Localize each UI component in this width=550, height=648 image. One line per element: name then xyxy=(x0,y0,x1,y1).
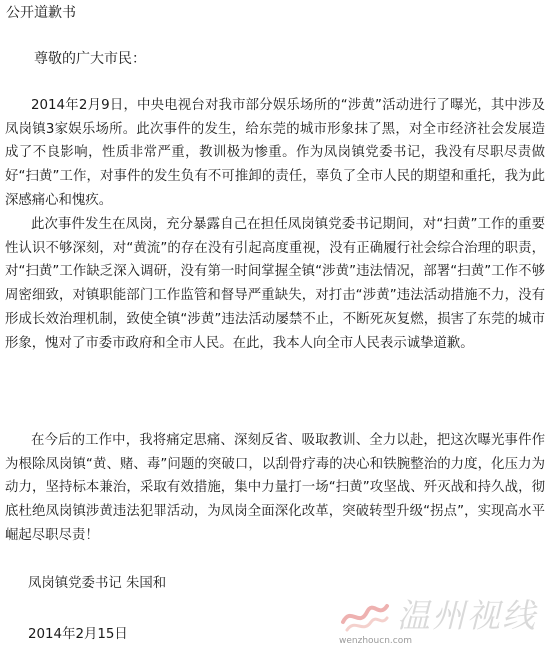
letter-paragraph-1: 2014年2月9日，中央电视台对我市部分娱乐场所的“涉黄”活动进行了曝光，其中涉及凤岗镇3家娱乐场所。此次事件的发生，给东莞的城市形象抹了黑，对全市经济社会发展造成了不良影响，性质非常严重，教训极为惨重。作为凤岗镇党委书记，我没有尽职尽责做好“扫黄”工作，对事件的发生负有不可推卸的责任，辜负了全市人民的期望和重托，我为此深感痛心和愧疚。 xyxy=(5,98,545,208)
letter-paragraph-2: 此次事件发生在凤岗，充分暴露自己在担任凤岗镇党委书记期间，对“扫黄”工作的重要性认识不够深刻，对“黄流”的存在没有引起高度重视，没有正确履行社会综合治理的职责，对“扫黄”工作缺乏深入调研，没有第一时间掌握全镇“涉黄”违法情况，部署“扫黄”工作不够周密细致，对镇职能部门工作监管和督导严重缺失，对打击“涉黄”违法活动措施不力，没有形成长效治理机制，致使全镇“涉黄”违法活动屡禁不止，不断死灰复燃，损害了东莞的城市形象，愧对了市委市政府和全市人民。在此，我本人向全市人民表示诚挚道歉。 xyxy=(5,217,545,351)
letter-date: 2014年2月15日 xyxy=(28,627,128,642)
watermark-brand: 温州视线 xyxy=(397,596,537,635)
letter-salutation: 尊敬的广大市民： xyxy=(34,51,146,67)
wave-logo-icon xyxy=(339,592,391,640)
letter-title: 公开道歉书 xyxy=(6,5,76,21)
letter-signature: 凤岗镇党委书记 朱国和 xyxy=(28,576,167,591)
letter-paragraph-3: 在今后的工作中，我将痛定思痛、深刻反省、吸取教训、全力以赴，把这次曝光事件作为根除凤岗镇“黄、赌、毒”问题的突破口，以刮骨疗毒的决心和铁腕整治的力度，化压力为动力，坚持标本兼治，采取有效措施，集中力量打一场“扫黄”攻坚战、歼灭战和持久战，彻底杜绝凤岗镇涉黄违法犯罪活动，为凤岗全面深化改革，突破转型升级“拐点”，实现高水平崛起尽职尽责！ xyxy=(5,433,545,543)
watermark-site-url: wenzhoucn.com xyxy=(339,636,412,646)
site-watermark xyxy=(339,590,544,646)
